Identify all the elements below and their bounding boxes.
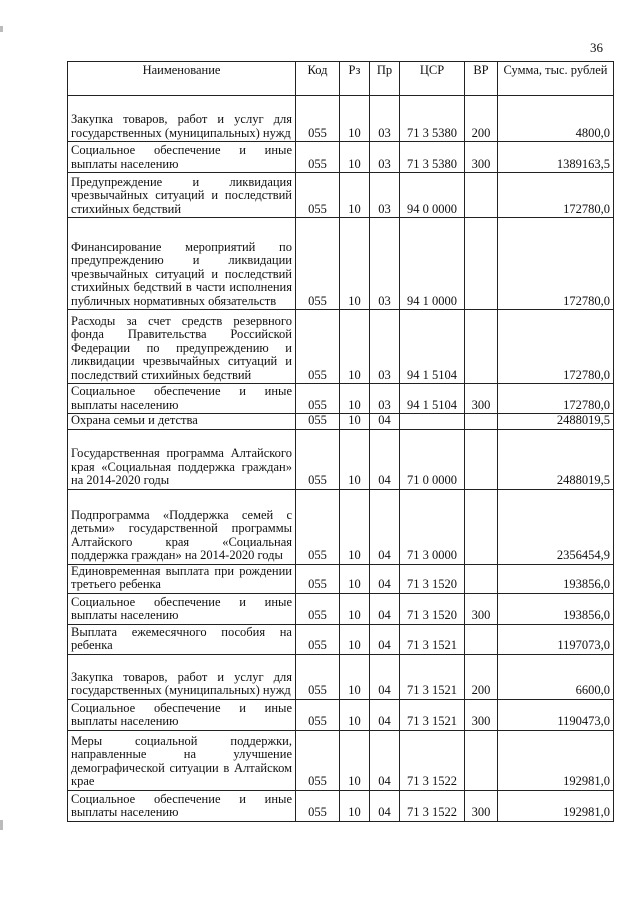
row-kod: 055 bbox=[296, 730, 340, 790]
row-vr: 300 bbox=[465, 384, 498, 414]
row-pr: 04 bbox=[370, 654, 400, 699]
row-kod: 055 bbox=[296, 142, 340, 173]
row-sum: 172780,0 bbox=[498, 384, 614, 414]
row-vr: 200 bbox=[465, 96, 498, 142]
row-csr: 71 3 5380 bbox=[400, 96, 465, 142]
row-sum: 193856,0 bbox=[498, 564, 614, 593]
row-name: Социальное обеспечение и иные выплаты населению bbox=[68, 384, 296, 414]
row-vr bbox=[465, 564, 498, 593]
row-vr bbox=[465, 429, 498, 489]
row-vr bbox=[465, 624, 498, 654]
row-vr: 300 bbox=[465, 790, 498, 821]
table-row bbox=[68, 218, 614, 310]
row-rz: 10 bbox=[340, 384, 370, 414]
table-row bbox=[68, 429, 614, 489]
row-rz: 10 bbox=[340, 310, 370, 384]
table-row bbox=[68, 790, 614, 821]
table-row bbox=[68, 593, 614, 624]
row-pr: 03 bbox=[370, 142, 400, 173]
row-name: Государственная программа Алтайского края «Социальная поддержка граждан» на 2014-2020 годы bbox=[68, 429, 296, 489]
row-name: Закупка товаров, работ и услуг для государственных (муниципальных) нужд bbox=[68, 654, 296, 699]
row-name: Социальное обеспечение и иные выплаты населению bbox=[68, 699, 296, 730]
table-row bbox=[68, 699, 614, 730]
row-sum: 2488019,5 bbox=[498, 414, 614, 430]
column-header-pr: Пр bbox=[370, 62, 400, 96]
row-csr: 71 3 1520 bbox=[400, 593, 465, 624]
row-pr: 04 bbox=[370, 730, 400, 790]
row-name: Социальное обеспечение и иные выплаты населению bbox=[68, 790, 296, 821]
table-row bbox=[68, 310, 614, 384]
scan-edge-mark bbox=[0, 26, 3, 32]
row-kod: 055 bbox=[296, 654, 340, 699]
row-csr: 94 0 0000 bbox=[400, 173, 465, 218]
row-rz: 10 bbox=[340, 414, 370, 430]
table-row bbox=[68, 564, 614, 593]
table-row bbox=[68, 173, 614, 218]
budget-table bbox=[67, 61, 614, 822]
row-vr: 300 bbox=[465, 699, 498, 730]
row-sum: 1197073,0 bbox=[498, 624, 614, 654]
row-kod: 055 bbox=[296, 593, 340, 624]
row-rz: 10 bbox=[340, 730, 370, 790]
row-kod: 055 bbox=[296, 624, 340, 654]
row-rz: 10 bbox=[340, 489, 370, 564]
row-sum: 172780,0 bbox=[498, 310, 614, 384]
row-csr: 71 3 1520 bbox=[400, 564, 465, 593]
row-pr: 04 bbox=[370, 414, 400, 430]
row-sum: 2356454,9 bbox=[498, 489, 614, 564]
row-kod: 055 bbox=[296, 96, 340, 142]
row-csr: 94 1 0000 bbox=[400, 218, 465, 310]
row-kod: 055 bbox=[296, 310, 340, 384]
row-name: Закупка товаров, работ и услуг для государственных (муниципальных) нужд bbox=[68, 96, 296, 142]
row-rz: 10 bbox=[340, 593, 370, 624]
row-pr: 03 bbox=[370, 96, 400, 142]
column-header-csr: ЦСР bbox=[400, 62, 465, 96]
row-kod: 055 bbox=[296, 699, 340, 730]
row-vr: 300 bbox=[465, 142, 498, 173]
row-pr: 03 bbox=[370, 218, 400, 310]
column-header-name: Наименование bbox=[68, 62, 296, 96]
row-sum: 4800,0 bbox=[498, 96, 614, 142]
row-pr: 03 bbox=[370, 310, 400, 384]
row-sum: 2488019,5 bbox=[498, 429, 614, 489]
row-rz: 10 bbox=[340, 218, 370, 310]
column-header-sum: Сумма, тыс. рублей bbox=[498, 62, 614, 96]
row-pr: 04 bbox=[370, 593, 400, 624]
row-rz: 10 bbox=[340, 173, 370, 218]
row-kod: 055 bbox=[296, 218, 340, 310]
row-kod: 055 bbox=[296, 414, 340, 430]
row-vr bbox=[465, 730, 498, 790]
row-rz: 10 bbox=[340, 429, 370, 489]
table-body bbox=[68, 96, 614, 822]
table-row bbox=[68, 96, 614, 142]
table-row bbox=[68, 654, 614, 699]
row-csr bbox=[400, 414, 465, 430]
row-pr: 04 bbox=[370, 790, 400, 821]
column-header-kod: Код bbox=[296, 62, 340, 96]
row-csr: 71 3 1521 bbox=[400, 654, 465, 699]
row-kod: 055 bbox=[296, 489, 340, 564]
row-csr: 71 3 5380 bbox=[400, 142, 465, 173]
table-row bbox=[68, 624, 614, 654]
row-sum: 172780,0 bbox=[498, 173, 614, 218]
row-csr: 71 0 0000 bbox=[400, 429, 465, 489]
row-csr: 94 1 5104 bbox=[400, 384, 465, 414]
row-pr: 03 bbox=[370, 384, 400, 414]
row-csr: 71 3 1521 bbox=[400, 624, 465, 654]
row-sum: 172780,0 bbox=[498, 218, 614, 310]
row-pr: 04 bbox=[370, 624, 400, 654]
table-row bbox=[68, 142, 614, 173]
row-name: Социальное обеспечение и иные выплаты населению bbox=[68, 142, 296, 173]
row-pr: 04 bbox=[370, 489, 400, 564]
row-vr bbox=[465, 414, 498, 430]
row-kod: 055 bbox=[296, 384, 340, 414]
row-rz: 10 bbox=[340, 564, 370, 593]
row-csr: 71 3 1522 bbox=[400, 790, 465, 821]
row-kod: 055 bbox=[296, 173, 340, 218]
row-kod: 055 bbox=[296, 790, 340, 821]
row-sum: 192981,0 bbox=[498, 730, 614, 790]
row-rz: 10 bbox=[340, 790, 370, 821]
row-name: Предупреждение и ликвидация чрезвычайных ситуаций и последствий стихийных бедствий bbox=[68, 173, 296, 218]
scan-edge-mark bbox=[0, 820, 3, 830]
page-number: 36 bbox=[590, 40, 603, 55]
row-sum: 1389163,5 bbox=[498, 142, 614, 173]
table-row bbox=[68, 414, 614, 430]
row-rz: 10 bbox=[340, 654, 370, 699]
row-sum: 6600,0 bbox=[498, 654, 614, 699]
row-pr: 04 bbox=[370, 564, 400, 593]
table-row bbox=[68, 489, 614, 564]
row-rz: 10 bbox=[340, 142, 370, 173]
table-row bbox=[68, 730, 614, 790]
table-header-row bbox=[68, 62, 614, 96]
row-rz: 10 bbox=[340, 624, 370, 654]
row-rz: 10 bbox=[340, 96, 370, 142]
row-vr bbox=[465, 218, 498, 310]
row-vr bbox=[465, 310, 498, 384]
row-sum: 1190473,0 bbox=[498, 699, 614, 730]
row-name: Расходы за счет средств резервного фонда Правительства Российской Федерации по предупреждению и ликвидации чрезвычайных ситуаций и последствий стихийных бедствий bbox=[68, 310, 296, 384]
row-name: Выплата ежемесячного пособия на ребенка bbox=[68, 624, 296, 654]
row-name: Финансирование мероприятий по предупреждению и ликвидации чрезвычайных ситуаций и последствий стихийных бедствий в части исполнения публичных нормативных обязательств bbox=[68, 218, 296, 310]
column-header-rz: Рз bbox=[340, 62, 370, 96]
row-kod: 055 bbox=[296, 564, 340, 593]
row-pr: 04 bbox=[370, 429, 400, 489]
row-name: Подпрограмма «Поддержка семей с детьми» государственной программы Алтайского края «Социальная поддержка граждан» на 2014-2020 годы bbox=[68, 489, 296, 564]
row-name: Охрана семьи и детства bbox=[68, 414, 296, 430]
row-kod: 055 bbox=[296, 429, 340, 489]
row-vr: 300 bbox=[465, 593, 498, 624]
row-name: Социальное обеспечение и иные выплаты населению bbox=[68, 593, 296, 624]
row-sum: 193856,0 bbox=[498, 593, 614, 624]
row-pr: 04 bbox=[370, 699, 400, 730]
row-vr bbox=[465, 489, 498, 564]
row-pr: 03 bbox=[370, 173, 400, 218]
table-row bbox=[68, 384, 614, 414]
row-csr: 71 3 1521 bbox=[400, 699, 465, 730]
row-sum: 192981,0 bbox=[498, 790, 614, 821]
row-name: Меры социальной поддержки, направленные на улучшение демографической ситуации в Алтайском крае bbox=[68, 730, 296, 790]
row-csr: 71 3 0000 bbox=[400, 489, 465, 564]
row-vr: 200 bbox=[465, 654, 498, 699]
row-name: Единовременная выплата при рождении третьего ребенка bbox=[68, 564, 296, 593]
column-header-vr: ВР bbox=[465, 62, 498, 96]
row-csr: 71 3 1522 bbox=[400, 730, 465, 790]
row-vr bbox=[465, 173, 498, 218]
row-csr: 94 1 5104 bbox=[400, 310, 465, 384]
row-rz: 10 bbox=[340, 699, 370, 730]
